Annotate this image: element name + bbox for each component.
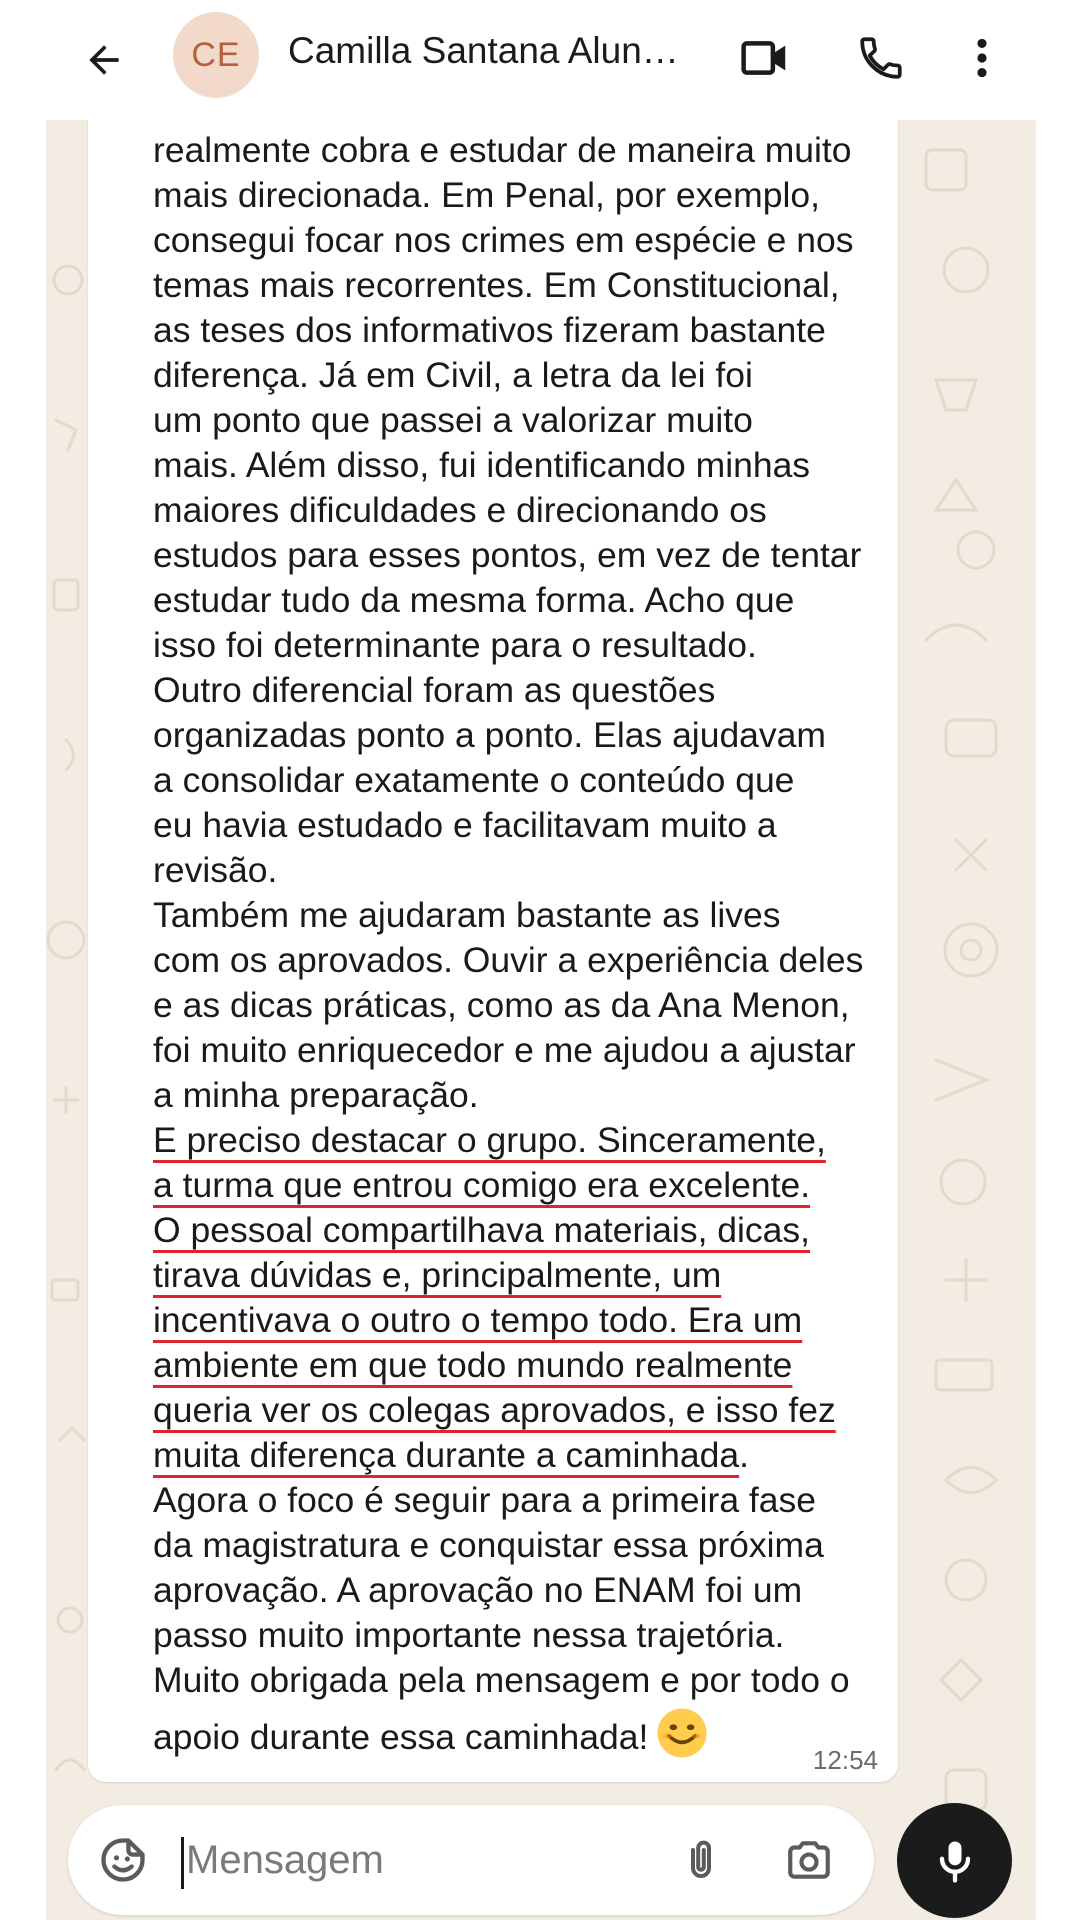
chat-header [0,0,1080,120]
contact-name[interactable]: Camilla Santana Alun… [288,30,679,71]
message-line: com os aprovados. Ouvir a experiência deles [153,940,864,980]
highlighted-line [153,1208,893,1253]
message-line: realmente cobra e estudar de maneira muito [153,130,852,170]
message-line: estudar tudo da mesma forma. Acho que [153,580,795,620]
underlined-text: O pessoal compartilhava materiais, dicas, [153,1210,811,1250]
underlined-text: E preciso destacar o grupo. Sinceramente, [153,1120,826,1160]
underlined-text: muita diferença durante a caminhada [153,1435,740,1475]
message-line: a consolidar exatamente o conteúdo que [153,760,795,800]
highlighted-line [153,1163,893,1208]
camera-button[interactable] [778,1831,840,1889]
message-line: aprovação. A aprovação no ENAM foi um [153,1570,803,1610]
message-line: mais. Além disso, fui identificando minhas [153,445,811,485]
video-call-icon [738,31,792,85]
message-line: um ponto que passei a valorizar muito [153,400,753,440]
message-line-final [153,1703,893,1765]
smiling-face-emoji-icon [656,1707,708,1759]
message-text [153,128,893,1765]
more-options-button[interactable] [952,26,1012,90]
underlined-text: ambiente em que todo mundo realmente [153,1345,793,1385]
phone-icon [856,33,906,83]
sticker-button[interactable] [94,1831,152,1889]
highlighted-line [153,1118,893,1163]
final-line-text: apoio durante essa caminhada! [153,1717,649,1757]
voice-message-button[interactable] [897,1803,1012,1918]
highlighted-line [153,1433,893,1478]
attach-icon [677,1834,725,1886]
underlined-text: a turma que entrou comigo era excelente. [153,1165,811,1205]
voice-call-button[interactable] [849,26,913,90]
text-cursor [181,1837,184,1889]
message-line: estudos para esses pontos, em vez de tentar [153,535,862,575]
message-bubble[interactable] [88,120,898,1782]
message-input[interactable] [186,1829,626,1891]
message-line: Também me ajudaram bastante as lives [153,895,781,935]
message-line: organizadas ponto a ponto. Elas ajudavam [153,715,826,755]
message-line: mais direcionada. Em Penal, por exemplo, [153,175,820,215]
message-timestamp: 12:54 [812,1745,878,1775]
message-line: diferença. Já em Civil, a letra da lei foi [153,355,753,395]
message-line: temas mais recorrentes. Em Constitucional, [153,265,840,305]
message-composer [68,1805,874,1915]
underlined-text: incentivava o outro o tempo todo. Era um [153,1300,803,1340]
message-line: passo muito importante nessa trajetória. [153,1615,785,1655]
message-line: Muito obrigada pela mensagem e por todo o [153,1660,850,1700]
video-call-button[interactable] [733,26,797,90]
back-button[interactable] [72,28,136,92]
message-line: da magistratura e conquistar essa próxima [153,1525,824,1565]
chat-area[interactable] [46,120,1036,1920]
message-line: Agora o foco é seguir para a primeira fase [153,1480,817,1520]
message-line: isso foi determinante para o resultado. [153,625,757,665]
underlined-text: tirava dúvidas e, principalmente, um [153,1255,722,1295]
back-arrow-icon [82,38,126,82]
camera-icon [782,1835,836,1885]
message-line: e as dicas práticas, como as da Ana Menon, [153,985,850,1025]
highlighted-line [153,1298,893,1343]
highlighted-line [153,1343,893,1388]
message-line: foi muito enriquecedor e me ajudou a ajustar [153,1030,856,1070]
attach-button[interactable] [672,1831,730,1889]
message-line: Outro diferencial foram as questões [153,670,716,710]
highlighted-line [153,1388,893,1433]
highlighted-line [153,1253,893,1298]
message-line: a minha preparação. [153,1075,479,1115]
trailing-period: . [739,1435,749,1475]
sticker-icon [97,1834,149,1886]
message-line: as teses dos informativos fizeram bastante [153,310,826,350]
avatar-initials: CE [191,35,241,74]
microphone-icon [929,1835,981,1887]
message-line: revisão. [153,850,278,890]
more-options-icon [962,33,1002,83]
contact-avatar[interactable] [173,12,259,98]
message-line: maiores dificuldades e direcionando os [153,490,767,530]
underlined-text: queria ver os colegas aprovados, e isso fez [153,1390,836,1430]
message-line: consegui focar nos crimes em espécie e nos [153,220,854,260]
message-line: eu havia estudado e facilitavam muito a [153,805,777,845]
